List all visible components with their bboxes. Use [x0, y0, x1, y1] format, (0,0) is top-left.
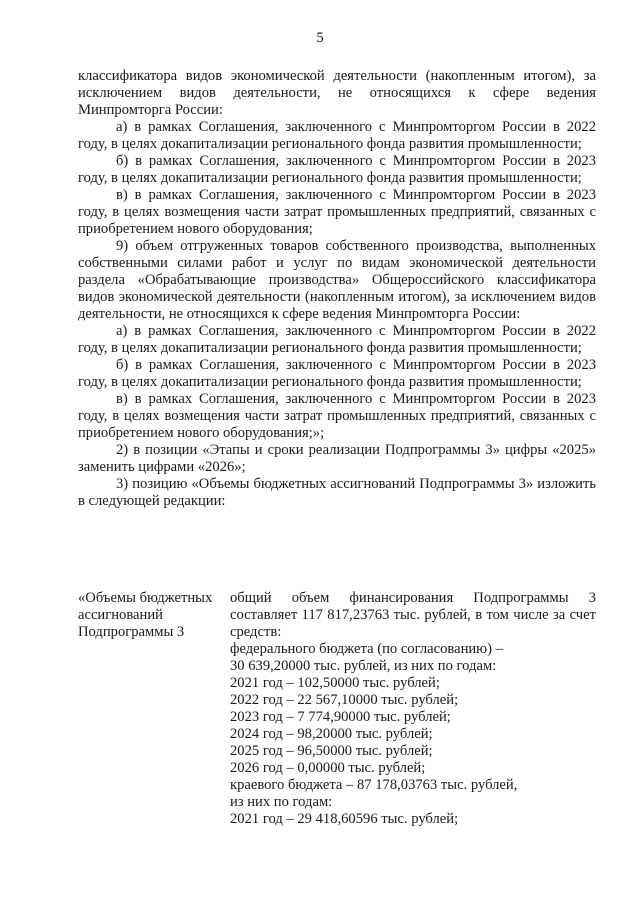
- page-number: 5: [316, 30, 324, 46]
- table-left-cell: [78, 590, 218, 641]
- paragraph: 9) объем отгруженных товаров собственного производства, выполненных собственными силами работ и услуг по видам экономической деятельности раздела «Обрабатывающие производства» Общероссийского классификатора видов экономической деятельности (накопленным итогом), за исключением видов деятельности, не относящихся к сфере ведения Минпромторга России:: [78, 238, 596, 322]
- table-left-line: «Объемы бюджетных: [78, 590, 213, 606]
- paragraph: 3) позицию «Объемы бюджетных ассигнований Подпрограммы 3» изложить в следующей редакции:: [78, 476, 596, 509]
- table-left-line: ассигнований: [78, 607, 163, 623]
- paragraph: классификатора видов экономической деятельности (накопленным итогом), за исключением видов деятельности, не относящихся к сфере ведения Минпромторга России:: [78, 68, 596, 118]
- table-right-line: 30 639,20000 тыс. рублей, из них по годам:: [230, 658, 497, 674]
- paragraph: б) в рамках Соглашения, заключенного с Минпромторгом России в 2023 году, в целях докапитализации регионального фонда развития промышленности;: [78, 153, 596, 186]
- table-right-line: 2026 год – 0,00000 тыс. рублей;: [230, 760, 426, 776]
- table-right-line: 2025 год – 96,50000 тыс. рублей;: [230, 743, 433, 759]
- table-right-intro: общий объем финансирования Подпрограммы 3 составляет 117 817,23763 тыс. рублей, в том числе за счет средств:: [230, 590, 596, 640]
- paragraph: б) в рамках Соглашения, заключенного с Минпромторгом России в 2023 году, в целях докапитализации регионального фонда развития промышленности;: [78, 357, 596, 390]
- table-left-line: Подпрограммы 3: [78, 624, 185, 640]
- table-right-line: 2024 год – 98,20000 тыс. рублей;: [230, 726, 433, 742]
- table-right-line: федерального бюджета (по согласованию) –: [230, 641, 503, 657]
- table-right-line: из них по годам:: [230, 794, 333, 810]
- paragraph: 2) в позиции «Этапы и сроки реализации Подпрограммы 3» цифры «2025» заменить цифрами «2026»;: [78, 442, 596, 475]
- table-right-line: 2022 год – 22 567,10000 тыс. рублей;: [230, 692, 459, 708]
- table-right-line: 2021 год – 102,50000 тыс. рублей;: [230, 675, 440, 691]
- document-body: [78, 68, 596, 510]
- paragraph: а) в рамках Соглашения, заключенного с Минпромторгом России в 2022 году, в целях докапитализации регионального фонда развития промышленности;: [78, 323, 596, 356]
- paragraph: в) в рамках Соглашения, заключенного с Минпромторгом России в 2023 году, в целях возмещения части затрат промышленных предприятий, связанных с приобретением нового оборудования;: [78, 187, 596, 237]
- table-right-line: 2023 год – 7 774,90000 тыс. рублей;: [230, 709, 451, 725]
- table-right-line: 2021 год – 29 418,60596 тыс. рублей;: [230, 811, 459, 827]
- paragraph: в) в рамках Соглашения, заключенного с Минпромторгом России в 2023 году, в целях возмещения части затрат промышленных предприятий, связанных с приобретением нового оборудования;»;: [78, 391, 596, 441]
- paragraph: а) в рамках Соглашения, заключенного с Минпромторгом России в 2022 году, в целях докапитализации регионального фонда развития промышленности;: [78, 119, 596, 152]
- table-right-line: краевого бюджета – 87 178,03763 тыс. рублей,: [230, 777, 518, 793]
- table-right-cell: [230, 590, 596, 828]
